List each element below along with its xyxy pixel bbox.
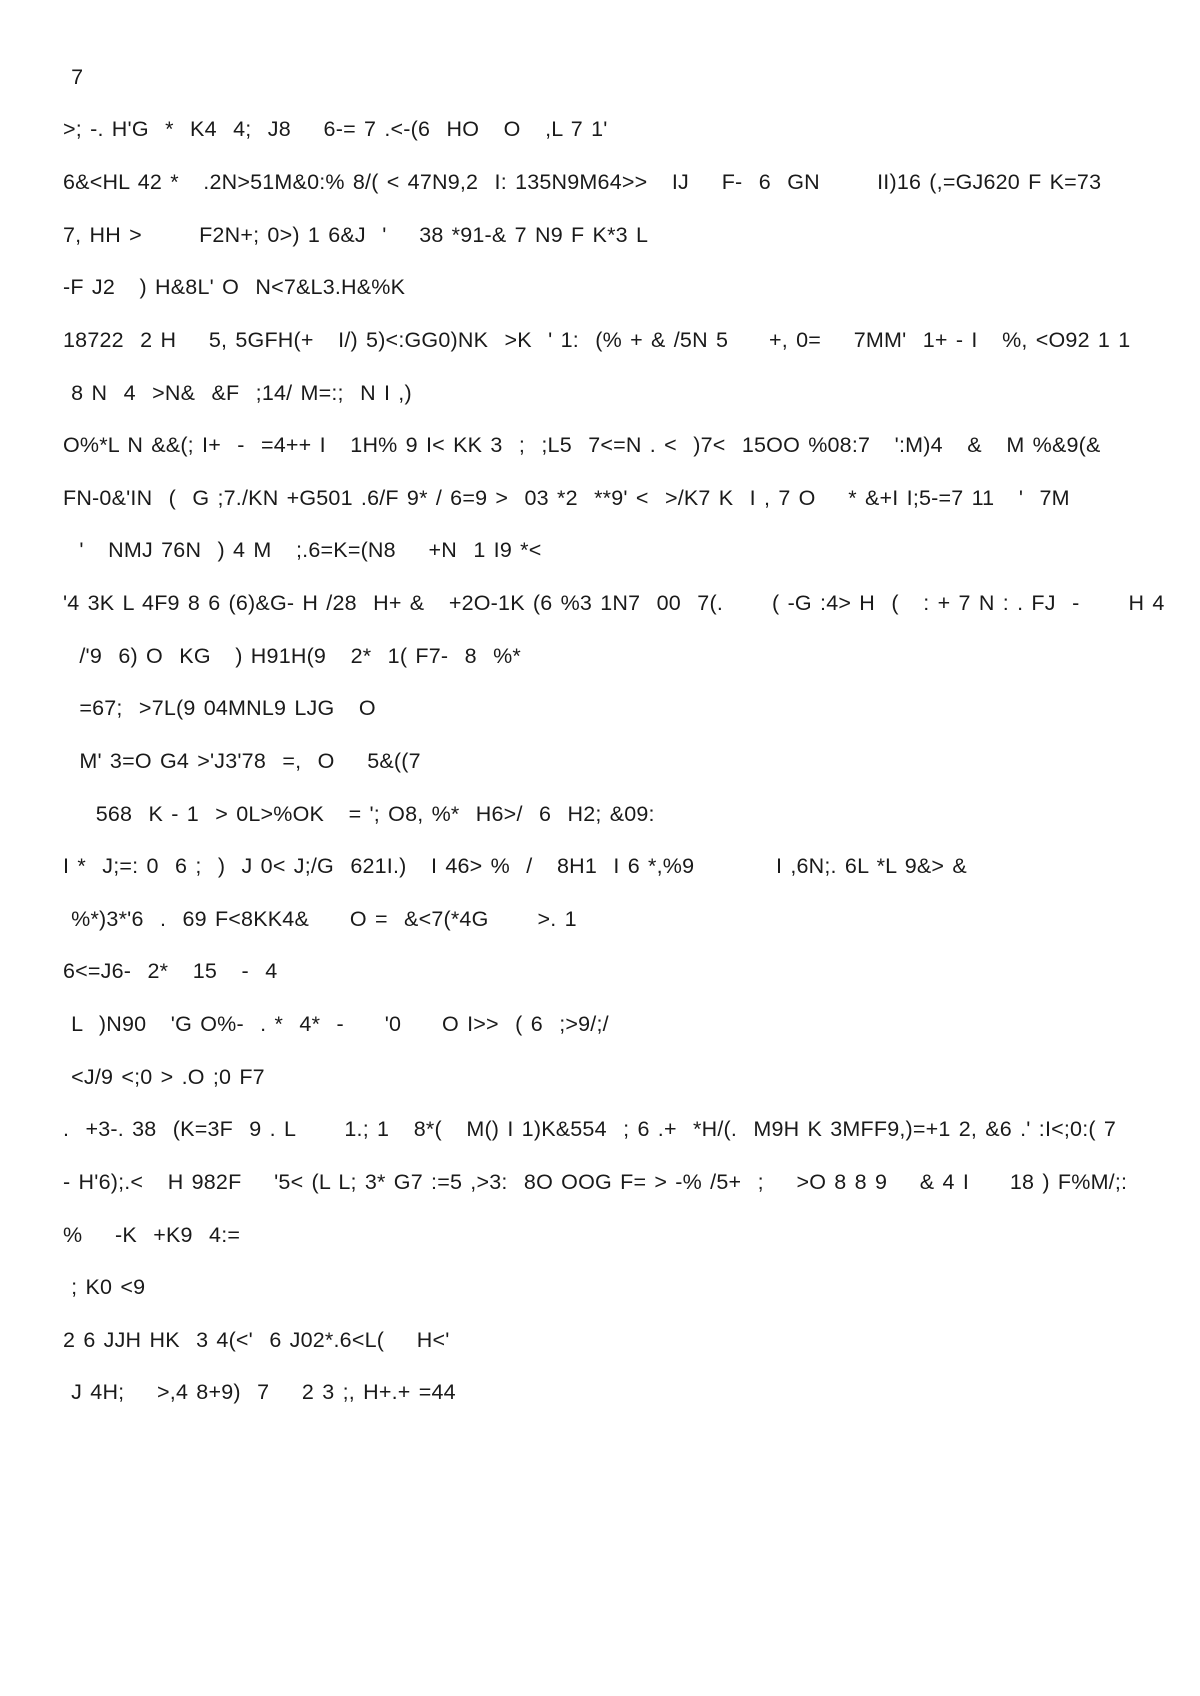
text-line: 18722 2 H 5, 5GFH(+ I/) 5)<:GG0)NK >K ' 1: (% + & /5N 5 +, 0= 7MM' 1+ - I %, <O92 1 1 bbox=[63, 328, 1131, 352]
text-line: 7, HH > F2N+; 0>) 1 6&J ' 38 *91-& 7 N9 F K*3 L bbox=[63, 223, 649, 247]
text-line: 568 K - 1 > 0L>%OK = '; O8, %* H6>/ 6 H2; &09: bbox=[63, 802, 655, 826]
text-line: I * J;=: 0 6 ; ) J 0< J;/G 621I.) I 46> % / 8H1 I 6 *,%9 I ,6N;. 6L *L 9&> & bbox=[63, 854, 967, 878]
text-line: 6<=J6- 2* 15 - 4 bbox=[63, 959, 278, 983]
text-line: ; K0 <9 bbox=[63, 1275, 146, 1299]
text-line: FN-0&'IN ( G ;7./KN +G501 .6/F 9* / 6=9 > 03 *2 **9' < >/K7 K I , 7 O * &+I I;5-=7 11 ' 7M bbox=[63, 486, 1070, 510]
text-line: % -K +K9 4:= bbox=[63, 1223, 241, 1247]
text-line: - H'6);.< H 982F '5< (L L; 3* G7 :=5 ,>3: 8O OOG F= > -% /5+ ; >O 8 8 9 & 4 I 18 ) F%M/;: bbox=[63, 1170, 1128, 1194]
text-line: 6&<HL 42 * .2N>51M&0:% 8/( < 47N9,2 I: 135N9M64>> IJ F- 6 GN II)16 (,=GJ620 F K=73 bbox=[63, 170, 1102, 194]
text-line: '4 3K L 4F9 8 6 (6)&G- H /28 H+ & +2O-1K (6 %3 1N7 00 7(. ( -G :4> H ( : + 7 N : . FJ - H 4 bbox=[63, 591, 1165, 615]
text-line: M' 3=O G4 >'J3'78 =, O 5&((7 bbox=[63, 749, 421, 773]
text-line: L )N90 'G O%- . * 4* - '0 O I>> ( 6 ;>9/;/ bbox=[63, 1012, 609, 1036]
text-line: . +3-. 38 (K=3F 9 . L 1.; 1 8*( M() I 1)K&554 ; 6 .+ *H/(. M9H K 3MFF9,)=+1 2, &6 .' :I<;0:( 7 bbox=[63, 1117, 1117, 1141]
text-line: 2 6 JJH HK 3 4(<' 6 J02*.6<L( H<' bbox=[63, 1328, 450, 1352]
text-line: 8 N 4 >N& &F ;14/ M=:; N I ,) bbox=[63, 381, 412, 405]
text-line: J 4H; >,4 8+9) 7 2 3 ;, H+.+ =44 bbox=[63, 1380, 456, 1404]
text-line: >; -. H'G * K4 4; J8 6-= 7 .<-(6 HO O ,L 7 1' bbox=[63, 117, 608, 141]
text-line: =67; >7L(9 04MNL9 LJG O bbox=[63, 696, 376, 720]
text-line: /'9 6) O KG ) H91H(9 2* 1( F7- 8 %* bbox=[63, 644, 521, 668]
text-line: <J/9 <;0 > .O ;0 F7 bbox=[63, 1065, 265, 1089]
text-line: 7 bbox=[63, 65, 84, 89]
text-line: %*)3*'6 . 69 F<8KK4& O = &<7(*4G >. 1 bbox=[63, 907, 577, 931]
text-line: O%*L N &&(; I+ - =4++ I 1H% 9 I< KK 3 ; ;L5 7<=N . < )7< 15OO %08:7 ':M)4 & M %&9(& bbox=[63, 433, 1101, 457]
text-line: -F J2 ) H&8L' O N<7&L3.H&%K bbox=[63, 275, 406, 299]
text-line: ' NMJ 76N ) 4 M ;.6=K=(N8 +N 1 I9 *< bbox=[63, 538, 542, 562]
